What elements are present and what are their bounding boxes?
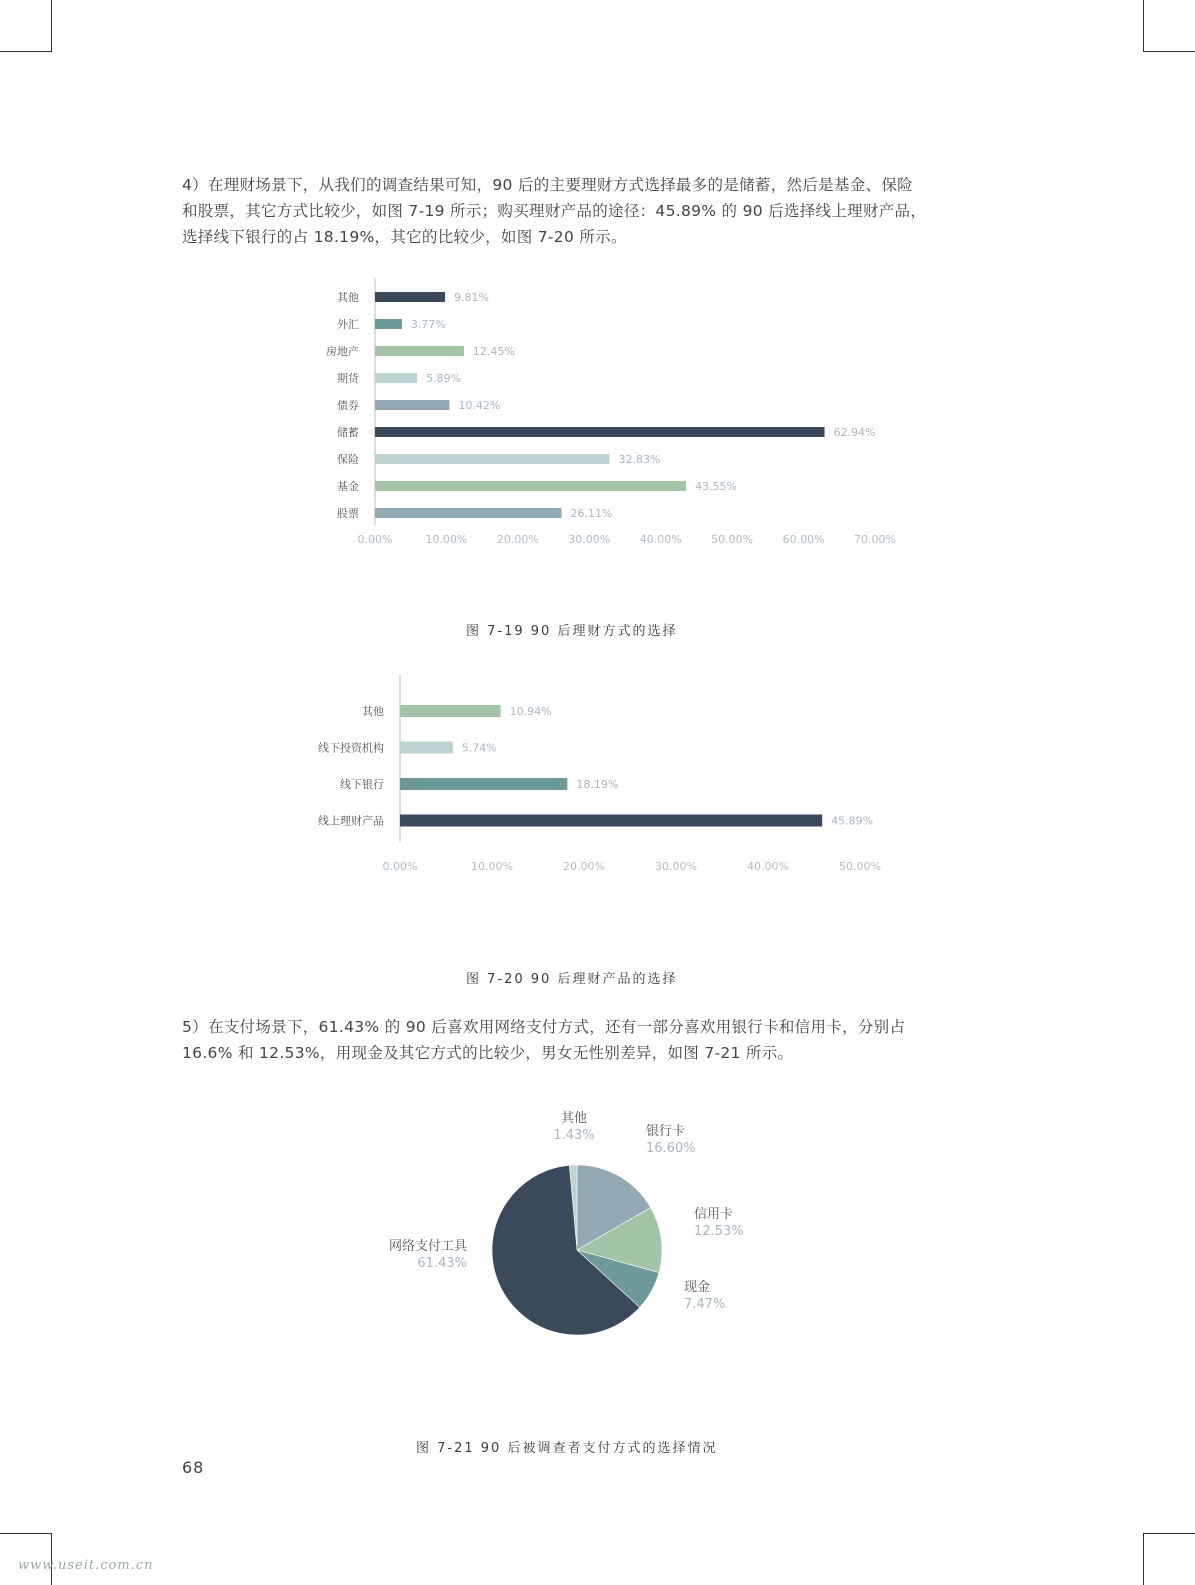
- figure-7-19-category-label: 外汇: [337, 318, 359, 331]
- figure-7-19-bar: [375, 481, 686, 491]
- figure-7-19-category-label: 债券: [337, 399, 359, 412]
- figure-7-19-bar: [375, 373, 417, 383]
- figure-7-19-category-label: 股票: [337, 507, 359, 520]
- figure-7-20-bar: [400, 815, 822, 827]
- figure-7-21-slice-value: 1.43%: [553, 1128, 595, 1143]
- figure-7-19-value-label: 9.81%: [454, 291, 490, 304]
- figure-7-21-slice-value: 61.43%: [417, 1256, 467, 1271]
- crop-mark-top-right: [1143, 51, 1195, 52]
- figure-7-21-slice-label: 现金: [684, 1280, 711, 1295]
- figure-7-20-x-tick-label: 30.00%: [655, 860, 697, 873]
- figure-7-19-value-label: 10.42%: [458, 399, 501, 412]
- figure-7-19-x-tick-label: 50.00%: [711, 533, 754, 546]
- figure-7-19-x-tick-label: 30.00%: [568, 533, 611, 546]
- watermark: www.useit.com.cn: [18, 1558, 154, 1573]
- figure-7-20-value-label: 10.94%: [509, 705, 552, 718]
- crop-mark-bottom-right-v: [1143, 1533, 1144, 1585]
- figure-7-20-category-label: 线上理财产品: [318, 814, 384, 828]
- figure-7-19-value-label: 26.11%: [570, 507, 613, 520]
- crop-mark-bottom-right: [1143, 1533, 1195, 1534]
- figure-7-19-caption: 图 7-19 90 后理财方式的选择: [466, 624, 678, 639]
- figure-7-19-bar: [375, 508, 562, 518]
- figure-7-20-bar-chart: [0, 670, 1195, 910]
- figure-7-19-x-tick-label: 0.00%: [357, 533, 393, 546]
- figure-7-19-bar: [375, 454, 610, 464]
- crop-mark-top-left-v: [51, 0, 52, 52]
- figure-7-19-value-label: 43.55%: [695, 480, 738, 493]
- figure-7-19-value-label: 62.94%: [833, 426, 876, 439]
- figure-7-19-value-label: 3.77%: [410, 318, 446, 331]
- figure-7-19-value-label: 32.83%: [618, 453, 661, 466]
- figure-7-19-value-label: 12.45%: [472, 345, 515, 358]
- figure-7-19-bar: [375, 292, 445, 302]
- paragraph-4-line-1: 4）在理财场景下，从我们的调查结果可知，90 后的主要理财方式选择最多的是储蓄，然后是基金、保险: [182, 176, 913, 194]
- figure-7-21-slice-label: 信用卡: [694, 1207, 734, 1222]
- figure-7-19-x-tick-label: 20.00%: [496, 533, 539, 546]
- figure-7-20-value-label: 45.89%: [831, 814, 874, 828]
- figure-7-20-x-tick-label: 50.00%: [839, 860, 881, 873]
- crop-mark-bottom-left: [0, 1533, 51, 1534]
- figure-7-21-caption: 图 7-21 90 后被调查者支付方式的选择情况: [416, 1441, 718, 1456]
- figure-7-21-slice-value: 16.60%: [646, 1141, 696, 1156]
- page-number: 68: [182, 1458, 205, 1477]
- figure-7-20-x-tick-label: 40.00%: [747, 860, 789, 873]
- figure-7-21-slice-value: 12.53%: [694, 1224, 744, 1239]
- figure-7-20-category-label: 其他: [362, 705, 384, 718]
- figure-7-20-x-tick-label: 10.00%: [471, 860, 513, 873]
- figure-7-21-slice-label: 其他: [560, 1111, 588, 1126]
- paragraph-4: [182, 172, 1002, 250]
- paragraph-5-line-1: 5）在支付场景下，61.43% 的 90 后喜欢用网络支付方式，还有一部分喜欢用银行卡和信用卡，分别占: [182, 1018, 906, 1036]
- figure-7-19-x-tick-label: 10.00%: [425, 533, 468, 546]
- paragraph-5: [182, 1014, 1002, 1066]
- paragraph-4-line-2: 和股票，其它方式比较少，如图 7-19 所示；购买理财产品的途径：45.89% 的 90 后选择线上理财产品，: [182, 202, 927, 220]
- figure-7-20-bar: [400, 705, 501, 717]
- figure-7-19-bar: [375, 400, 449, 410]
- figure-7-20-x-tick-label: 0.00%: [382, 860, 418, 873]
- figure-7-20-value-label: 5.74%: [461, 741, 497, 755]
- figure-7-21-slice-label: 银行卡: [646, 1124, 686, 1139]
- figure-7-19-bar: [375, 427, 825, 437]
- figure-7-19-x-tick-label: 40.00%: [639, 533, 682, 546]
- figure-7-19-category-label: 储蓄: [337, 426, 359, 439]
- figure-7-20-bar: [400, 742, 453, 754]
- figure-7-20-value-label: 18.19%: [576, 778, 619, 791]
- figure-7-21-slice-value: 7.47%: [684, 1297, 726, 1312]
- figure-7-19-x-tick-label: 60.00%: [782, 533, 825, 546]
- figure-7-20-category-label: 线下投资机构: [318, 741, 384, 755]
- figure-7-19-x-tick-label: 70.00%: [854, 533, 896, 546]
- figure-7-20-bar: [400, 778, 567, 790]
- figure-7-19-bar: [375, 346, 464, 356]
- figure-7-19-category-label: 保险: [337, 453, 359, 466]
- figure-7-20-caption: 图 7-20 90 后理财产品的选择: [466, 972, 678, 987]
- crop-mark-top-left: [0, 51, 51, 52]
- paragraph-4-line-3: 选择线下银行的占 18.19%，其它的比较少，如图 7-20 所示。: [182, 228, 627, 246]
- figure-7-19-value-label: 5.89%: [426, 372, 462, 385]
- figure-7-21-slice-label: 网络支付工具: [388, 1239, 467, 1254]
- paragraph-5-line-2: 16.6% 和 12.53%，用现金及其它方式的比较少，男女无性别差异，如图 7-21 所示。: [182, 1044, 794, 1062]
- figure-7-19-category-label: 房地产: [326, 345, 359, 358]
- figure-7-20-category-label: 线下银行: [340, 778, 384, 791]
- figure-7-19-category-label: 期货: [337, 372, 359, 385]
- figure-7-20-x-tick-label: 20.00%: [563, 860, 605, 873]
- figure-7-19-category-label: 其他: [337, 291, 359, 304]
- figure-7-21-pie-chart: [0, 1110, 1195, 1370]
- figure-7-19-category-label: 基金: [337, 480, 359, 493]
- figure-7-19-bar: [375, 319, 402, 329]
- crop-mark-top-right-v: [1143, 0, 1144, 52]
